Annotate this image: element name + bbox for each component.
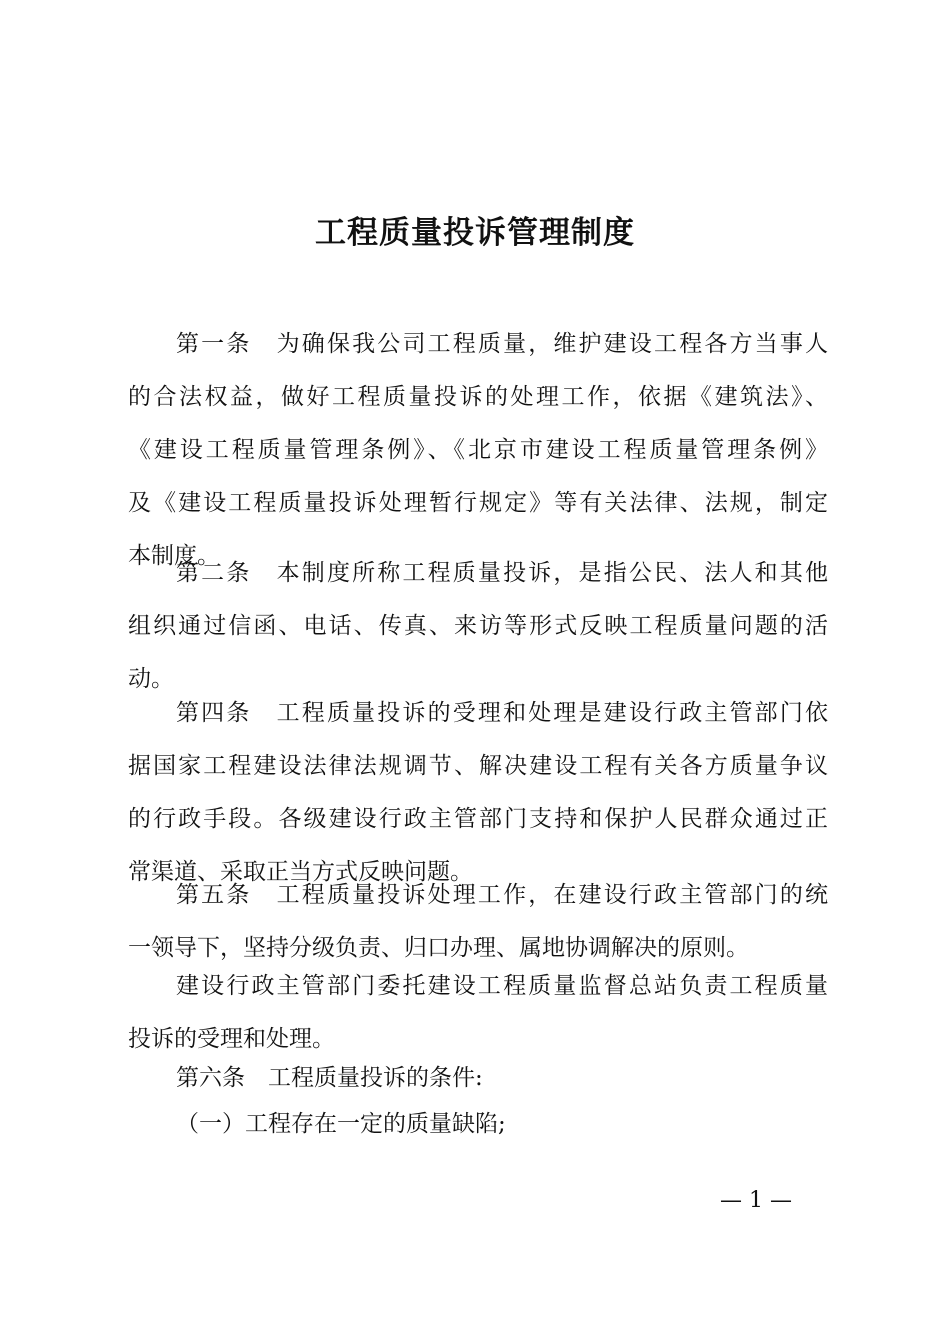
page-number: — 1 — [720,1188,792,1213]
paragraph-line: 《建设工程质量管理条例》、《北京市建设工程质量管理条例》 [128,437,828,463]
paragraph-line: 动。 [128,666,174,692]
document-title: 工程质量投诉管理制度 [315,215,635,251]
article-5-continuation-paragraph [128,960,828,1066]
article-2-paragraph [128,547,828,706]
paragraph-line: 的行政手段。各级建设行政主管部门支持和保护人民群众通过正 [128,806,828,832]
paragraph-line: 及《建设工程质量投诉处理暂行规定》等有关法律、法规，制定 [128,490,828,516]
paragraph-line: 组织通过信函、电话、传真、来访等形式反映工程质量问题的活 [128,613,828,639]
paragraph-line: 据国家工程建设法律法规调节、解决建设工程有关各方质量争议 [128,753,828,779]
article-1-paragraph [128,318,828,583]
paragraph-line: 本制度。 [128,543,220,569]
paragraph-line: （一）工程存在一定的质量缺陷; [176,1111,506,1137]
paragraph-line: 第五条 工程质量投诉处理工作，在建设行政主管部门的统 [176,882,828,908]
paragraph-line: 第六条 工程质量投诉的条件: [176,1065,483,1091]
condition-1-paragraph [128,1098,828,1151]
article-4-paragraph [128,687,828,899]
paragraph-line: 建设行政主管部门委托建设工程质量监督总站负责工程质量 [176,973,828,999]
paragraph-line: 投诉的受理和处理。 [128,1026,335,1052]
paragraph-line: 第四条 工程质量投诉的受理和处理是建设行政主管部门依 [176,700,828,726]
paragraph-line: 第二条 本制度所称工程质量投诉，是指公民、法人和其他 [176,560,828,586]
paragraph-line: 的合法权益，做好工程质量投诉的处理工作，依据《建筑法》、 [128,384,828,410]
paragraph-line: 一领导下，坚持分级负责、归口办理、属地协调解决的原则。 [128,935,749,961]
paragraph-line: 常渠道、采取正当方式反映问题。 [128,859,473,885]
paragraph-line: 第一条 为确保我公司工程质量，维护建设工程各方当事人 [176,331,828,357]
